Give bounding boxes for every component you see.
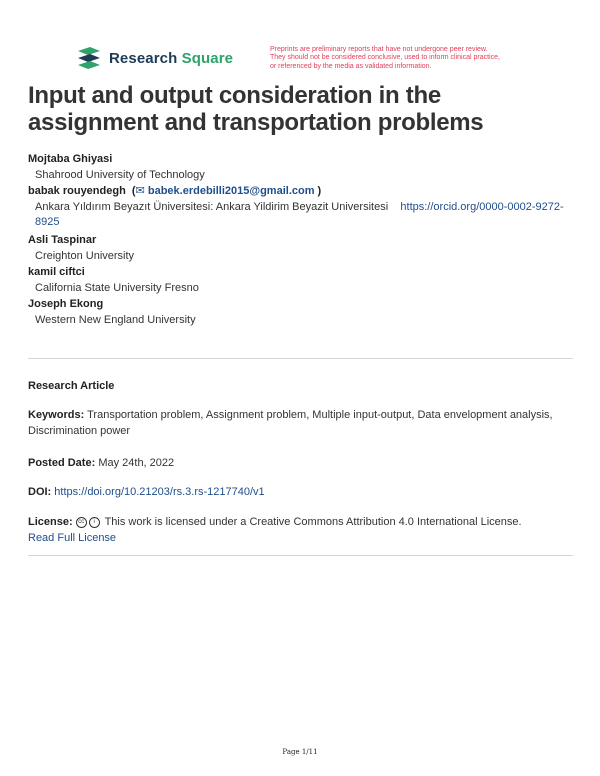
keywords: Keywords: Transportation problem, Assignment problem, Multiple input-output, Data envelopment analysis, Discrimination power (28, 409, 553, 437)
envelope-icon: ✉ (135, 185, 145, 197)
read-full-license-link[interactable]: Read Full License (28, 532, 117, 544)
author-affiliation: Creighton University (35, 250, 135, 262)
author-name: Mojtaba Ghiyasi (28, 153, 113, 165)
author-name: Asli Taspinar (28, 234, 97, 246)
author-name: babak rouyendegh (✉ babek.erdebilli2015@gmail.com ) (28, 185, 322, 197)
author-affiliation: California State University Fresno (35, 282, 199, 294)
author-email-link[interactable]: ✉ babek.erdebilli2015@gmail.com (135, 185, 315, 197)
preprint-disclaimer: Preprints are preliminary reports that have not undergone peer review. They should not be considered conclusive, used to inform clinical practice, or referenced by the media as validated information. (270, 46, 500, 70)
brand-logo (76, 47, 233, 69)
divider (28, 358, 573, 359)
page-number: Page 1/11 (282, 748, 318, 756)
creative-commons-icon: cc (76, 517, 87, 528)
license: License: cc i This work is licensed under a Creative Commons Attribution 4.0 International License. Read Full License (28, 516, 522, 544)
author-affiliation: Shahrood University of Technology (35, 169, 205, 181)
orcid-link[interactable]: https://orcid.org/0000-0002-9272-8925 (35, 201, 564, 228)
author-affiliation: Western New England University (35, 314, 196, 326)
posted-date: Posted Date: May 24th, 2022 (28, 457, 175, 469)
author-list (28, 152, 578, 329)
attribution-icon: i (89, 517, 100, 528)
paper-title: Input and output consideration in the assignment and transportation problems (28, 82, 484, 136)
author-name: Joseph Ekong (28, 298, 104, 310)
research-square-logo-icon (76, 47, 102, 69)
author-affiliation: Ankara Yıldırım Beyazıt Üniversitesi: Ankara Yildirim Beyazit Universitesi https://orcid.org/0000-0002-9272-8925 (35, 201, 564, 228)
author-name: kamil ciftci (28, 266, 85, 278)
doi-link[interactable]: https://doi.org/10.21203/rs.3.rs-1217740/v1 (54, 486, 265, 498)
doi: DOI: https://doi.org/10.21203/rs.3.rs-1217740/v1 (28, 486, 265, 498)
article-type: Research Article (28, 380, 115, 392)
brand-name: Research Square (109, 49, 234, 67)
divider (28, 555, 573, 556)
